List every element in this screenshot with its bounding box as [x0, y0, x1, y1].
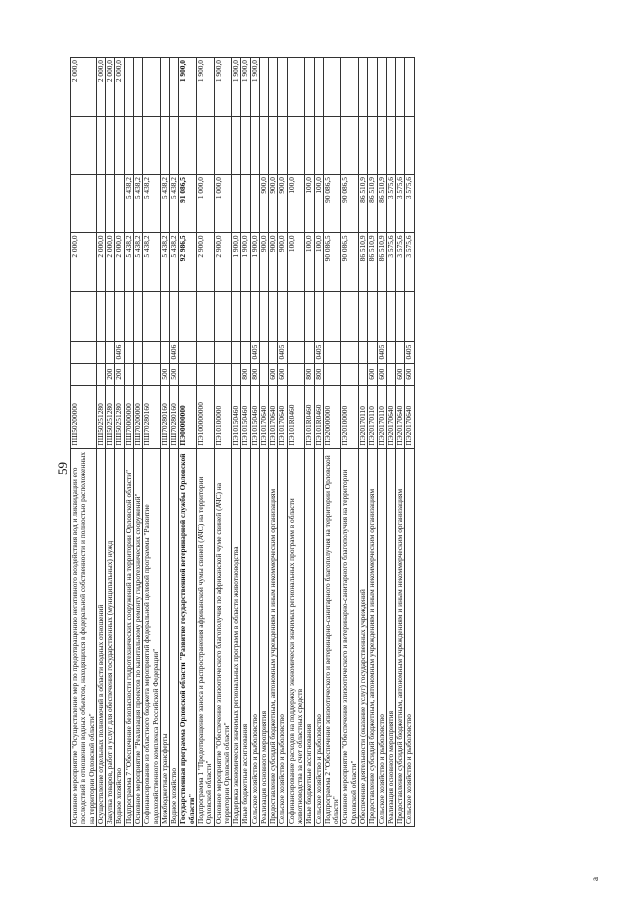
row-value4-cell [241, 116, 250, 174]
row-code-cell: ПЭ20000000 [323, 385, 341, 448]
row-section-cell: 0405 [405, 341, 414, 363]
row-section-cell [259, 341, 268, 363]
row-value2-cell: 2 000,0 [96, 233, 105, 291]
row-value4-cell [160, 116, 169, 174]
row-code-cell: ПЭ10150460 [232, 385, 241, 448]
row-name-cell: Государственная программа Орловской области "Развитие государственной ветеринарной службы Орловской области" [179, 448, 197, 826]
row-name-cell: Обеспечение деятельности (оказание услуг) государственных учреждений [359, 448, 368, 826]
row-value2-cell: 5 438,2 [170, 233, 179, 291]
row-value4-cell [377, 116, 386, 174]
row-name-cell: Реализация основного мероприятия [259, 448, 268, 826]
row-value3-cell: 86 510,9 [368, 175, 377, 233]
budget-table [70, 57, 415, 827]
row-value2-cell: 90 086,5 [323, 233, 341, 291]
row-name-cell: Сельское хозяйство и рыболовство [377, 448, 386, 826]
row-value5-cell: 2 000,0 [96, 58, 105, 117]
row-value1-cell [341, 291, 359, 341]
row-code-cell: ПШ70200000 [133, 385, 142, 448]
row-section-cell [386, 341, 395, 363]
table-body [71, 58, 415, 827]
row-name-cell: Сельское хозяйство и рыболовство [405, 448, 414, 826]
row-value5-cell [377, 58, 386, 117]
row-value3-cell [232, 175, 241, 233]
row-name-cell: Софинансирование из областного бюджета мероприятий федеральной целевой программы "Развитие водохозяйственного комплекса Российской Федерации" [143, 448, 161, 826]
row-group-cell [196, 363, 214, 385]
row-section-cell [368, 341, 377, 363]
row-value1-cell [386, 291, 395, 341]
row-group-cell [71, 363, 97, 385]
row-value1-cell [179, 291, 197, 341]
row-value4-cell [405, 116, 414, 174]
row-value5-cell [341, 58, 359, 117]
row-value3-cell: 86 510,9 [377, 175, 386, 233]
row-section-cell [232, 341, 241, 363]
row-code-cell: ПЭ101R0460 [287, 385, 305, 448]
row-value5-cell: 2 000,0 [115, 58, 124, 117]
row-value4-cell [287, 116, 305, 174]
row-value3-cell: 90 086,5 [323, 175, 341, 233]
row-code-cell: ПЭ20170640 [386, 385, 395, 448]
row-code-cell: ПЭ10150460 [241, 385, 250, 448]
row-section-cell [179, 341, 197, 363]
row-group-cell [124, 363, 133, 385]
row-group-cell: 600 [377, 363, 386, 385]
row-section-cell [287, 341, 305, 363]
row-value3-cell: 100,0 [305, 175, 314, 233]
row-section-cell: 0405 [377, 341, 386, 363]
row-group-cell: 800 [250, 363, 259, 385]
row-value5-cell [396, 58, 405, 117]
row-code-cell: ПЭ20170640 [396, 385, 405, 448]
row-section-cell [341, 341, 359, 363]
row-code-cell: ПЭ10170640 [259, 385, 268, 448]
row-value4-cell [259, 116, 268, 174]
row-value3-cell: 3 575,6 [386, 175, 395, 233]
row-section-cell [305, 341, 314, 363]
row-code-cell: ПЭ10170640 [278, 385, 287, 448]
row-value3-cell: 90 086,5 [341, 175, 359, 233]
row-value5-cell [143, 58, 161, 117]
row-value2-cell: 900,0 [259, 233, 268, 291]
row-value5-cell [368, 58, 377, 117]
row-value4-cell [170, 116, 179, 174]
row-value3-cell: 86 510,9 [359, 175, 368, 233]
row-value4-cell [269, 116, 278, 174]
row-value1-cell [278, 291, 287, 341]
row-value4-cell [396, 116, 405, 174]
row-value4-cell [278, 116, 287, 174]
row-value1-cell [106, 291, 115, 341]
row-value5-cell: 1 900,0 [179, 58, 197, 117]
row-value4-cell [305, 116, 314, 174]
table-row [214, 58, 232, 827]
row-value1-cell [160, 291, 169, 341]
row-value5-cell: 1 900,0 [232, 58, 241, 117]
row-name-cell: Основное мероприятие "Обеспечение эпизоотического и ветеринарно-санитарного благополучия на территории Орловской области" [341, 448, 359, 826]
row-value2-cell: 900,0 [269, 233, 278, 291]
row-section-cell [124, 341, 133, 363]
row-value5-cell: 1 900,0 [241, 58, 250, 117]
row-section-cell: 0405 [250, 341, 259, 363]
row-value2-cell: 1 900,0 [250, 233, 259, 291]
row-code-cell: ПЭ101R0460 [305, 385, 314, 448]
row-value3-cell: 5 438,2 [143, 175, 161, 233]
row-value1-cell [368, 291, 377, 341]
table-row [143, 58, 161, 827]
row-group-cell: 800 [314, 363, 323, 385]
row-code-cell: ПЭ20170640 [405, 385, 414, 448]
row-name-cell: Подпрограмма 1 "Предотвращение заноса и распространения африканской чумы свиней (АЧС) на территории Орловской области" [196, 448, 214, 826]
row-value2-cell: 5 438,2 [133, 233, 142, 291]
row-code-cell: ПЭ100000000 [196, 385, 214, 448]
row-value1-cell [405, 291, 414, 341]
row-value4-cell [323, 116, 341, 174]
row-group-cell: 800 [305, 363, 314, 385]
table-row [287, 58, 305, 827]
row-code-cell: ПЭ20170110 [368, 385, 377, 448]
table-row [196, 58, 214, 827]
row-value3-cell [71, 175, 97, 233]
row-section-cell [133, 341, 142, 363]
row-value4-cell [106, 116, 115, 174]
row-value5-cell [323, 58, 341, 117]
row-value1-cell [143, 291, 161, 341]
row-value3-cell: 3 575,6 [396, 175, 405, 233]
row-code-cell: ПШ50251280 [96, 385, 105, 448]
row-name-cell: Иные бюджетные ассигнования [305, 448, 314, 826]
row-value2-cell: 2 900,0 [214, 233, 232, 291]
row-value1-cell [396, 291, 405, 341]
row-name-cell: Основное мероприятие "Осуществление мер по предотвращению негативного воздействия вод и ликвидации его последствий в отношении водных объектов, находящихся в федеральной собственности и полностью расположенных на территории Орловской области" [71, 448, 97, 826]
row-name-cell: Подпрограмма 2 "Обеспечение эпизоотического и ветеринарно-санитарного благополучия на территории Орловской области" [323, 448, 341, 826]
row-value5-cell: 1 900,0 [196, 58, 214, 117]
row-value4-cell [359, 116, 368, 174]
table-row [278, 58, 287, 827]
row-value4-cell [124, 116, 133, 174]
row-group-cell [341, 363, 359, 385]
row-code-cell: ПЭ20170110 [359, 385, 368, 448]
row-section-cell: 0406 [115, 341, 124, 363]
row-name-cell: Межбюджетные трансферты [160, 448, 169, 826]
row-value2-cell: 90 086,5 [341, 233, 359, 291]
row-section-cell [143, 341, 161, 363]
corner-mark: a [590, 877, 600, 881]
row-name-cell: Сельское хозяйство и рыболовство [278, 448, 287, 826]
row-name-cell: Предоставление субсидий бюджетным, автономным учреждениям и иным некоммерческим организациям [269, 448, 278, 826]
row-value3-cell [250, 175, 259, 233]
row-value3-cell: 1 000,0 [214, 175, 232, 233]
table-row [71, 58, 97, 827]
row-value5-cell: 2 000,0 [106, 58, 115, 117]
row-value4-cell [143, 116, 161, 174]
row-value5-cell [386, 58, 395, 117]
row-code-cell: ПШ70280160 [143, 385, 161, 448]
row-value3-cell [96, 175, 105, 233]
row-section-cell: 0405 [278, 341, 287, 363]
row-value1-cell [96, 291, 105, 341]
row-value1-cell [124, 291, 133, 341]
row-value3-cell: 1 000,0 [196, 175, 214, 233]
table-row [377, 58, 386, 827]
row-value1-cell [259, 291, 268, 341]
row-group-cell [143, 363, 161, 385]
row-section-cell [71, 341, 97, 363]
row-value5-cell [287, 58, 305, 117]
page-number: 59 [55, 462, 70, 475]
row-section-cell [214, 341, 232, 363]
row-value2-cell: 900,0 [278, 233, 287, 291]
row-group-cell [214, 363, 232, 385]
row-value4-cell [179, 116, 197, 174]
table-row [241, 58, 250, 827]
row-code-cell: ПЭ10150460 [250, 385, 259, 448]
row-value3-cell [115, 175, 124, 233]
row-value3-cell: 900,0 [278, 175, 287, 233]
row-group-cell: 500 [170, 363, 179, 385]
row-value2-cell: 3 575,6 [405, 233, 414, 291]
row-value5-cell [278, 58, 287, 117]
row-section-cell [359, 341, 368, 363]
row-value3-cell: 91 086,5 [179, 175, 197, 233]
table-row [305, 58, 314, 827]
row-code-cell: ПЭ10170640 [269, 385, 278, 448]
row-code-cell: ПЭ00000000 [179, 385, 197, 448]
row-value1-cell [250, 291, 259, 341]
row-name-cell: Реализация основного мероприятия [386, 448, 395, 826]
row-value2-cell: 3 575,6 [396, 233, 405, 291]
row-group-cell: 200 [106, 363, 115, 385]
row-section-cell [96, 341, 105, 363]
row-value4-cell [196, 116, 214, 174]
row-value4-cell [232, 116, 241, 174]
row-value1-cell [241, 291, 250, 341]
row-value2-cell: 86 510,9 [359, 233, 368, 291]
row-value1-cell [170, 291, 179, 341]
row-name-cell: Сельское хозяйство и рыболовство [250, 448, 259, 826]
row-value3-cell: 3 575,6 [405, 175, 414, 233]
row-value1-cell [115, 291, 124, 341]
row-value4-cell [71, 116, 97, 174]
row-name-cell: Иные бюджетные ассигнования [241, 448, 250, 826]
table-row [323, 58, 341, 827]
row-value3-cell [241, 175, 250, 233]
row-value5-cell: 2 000,0 [71, 58, 97, 117]
row-name-cell: Водное хозяйство [115, 448, 124, 826]
row-value5-cell [314, 58, 323, 117]
row-value2-cell: 86 510,9 [377, 233, 386, 291]
row-group-cell: 600 [405, 363, 414, 385]
row-section-cell [323, 341, 341, 363]
row-value4-cell [250, 116, 259, 174]
row-name-cell: Осуществление отдельных полномочий в области водных отношений [96, 448, 105, 826]
row-code-cell: ПШ70000000 [124, 385, 133, 448]
row-value3-cell: 5 438,2 [133, 175, 142, 233]
row-value3-cell: 100,0 [314, 175, 323, 233]
row-section-cell [241, 341, 250, 363]
row-value2-cell: 5 438,2 [143, 233, 161, 291]
row-value5-cell: 1 900,0 [214, 58, 232, 117]
row-code-cell: ПШ50200000 [71, 385, 97, 448]
row-value1-cell [133, 291, 142, 341]
row-group-cell [323, 363, 341, 385]
table-row [341, 58, 359, 827]
row-value4-cell [368, 116, 377, 174]
table-row [314, 58, 323, 827]
row-value2-cell: 100,0 [305, 233, 314, 291]
row-value2-cell: 86 510,9 [368, 233, 377, 291]
row-name-cell: Софинансирование расходов на поддержку экономически значимых региональных программ в области животноводства за счет областных средств [287, 448, 305, 826]
row-value2-cell: 5 438,2 [160, 233, 169, 291]
row-value3-cell: 900,0 [269, 175, 278, 233]
row-value5-cell [133, 58, 142, 117]
row-value2-cell: 5 438,2 [124, 233, 133, 291]
row-group-cell [133, 363, 142, 385]
row-section-cell [196, 341, 214, 363]
row-value1-cell [214, 291, 232, 341]
row-value3-cell: 5 438,2 [170, 175, 179, 233]
row-name-cell: Предоставление субсидий бюджетным, автономным учреждениям и иным некоммерческим организациям [368, 448, 377, 826]
row-section-cell: 0405 [314, 341, 323, 363]
row-value4-cell [115, 116, 124, 174]
row-value5-cell [269, 58, 278, 117]
row-group-cell: 600 [368, 363, 377, 385]
row-section-cell: 0406 [170, 341, 179, 363]
row-value1-cell [196, 291, 214, 341]
row-value1-cell [323, 291, 341, 341]
row-value3-cell [106, 175, 115, 233]
row-value2-cell: 100,0 [314, 233, 323, 291]
row-group-cell: 600 [269, 363, 278, 385]
row-value5-cell [259, 58, 268, 117]
row-value5-cell [359, 58, 368, 117]
row-value2-cell: 2 900,0 [196, 233, 214, 291]
row-value1-cell [377, 291, 386, 341]
row-code-cell: ПЭ101R0460 [314, 385, 323, 448]
table-row [368, 58, 377, 827]
row-name-cell: Подпрограмма 7 "Обеспечение безопасности гидротехнических сооружений на территории Орловской области" [124, 448, 133, 826]
row-value2-cell: 100,0 [287, 233, 305, 291]
row-value1-cell [359, 291, 368, 341]
row-value3-cell: 900,0 [259, 175, 268, 233]
row-code-cell: ПЭ20100000 [341, 385, 359, 448]
table-row [115, 58, 124, 827]
row-group-cell: 600 [278, 363, 287, 385]
row-code-cell: ПШ50251280 [106, 385, 115, 448]
row-value4-cell [386, 116, 395, 174]
row-value3-cell: 100,0 [287, 175, 305, 233]
row-code-cell: ПШ50251280 [115, 385, 124, 448]
row-value4-cell [214, 116, 232, 174]
row-value1-cell [287, 291, 305, 341]
row-value2-cell: 92 986,5 [179, 233, 197, 291]
row-group-cell: 500 [160, 363, 169, 385]
row-value5-cell [160, 58, 169, 117]
table-row [405, 58, 414, 827]
row-value2-cell: 3 575,6 [386, 233, 395, 291]
row-value1-cell [232, 291, 241, 341]
row-value2-cell: 2 000,0 [115, 233, 124, 291]
row-group-cell [287, 363, 305, 385]
row-group-cell: 800 [241, 363, 250, 385]
row-code-cell: ПЭ20170110 [377, 385, 386, 448]
row-name-cell: Поддержка экономически значимых региональных программ в области животноводства [232, 448, 241, 826]
row-code-cell: ПШ70280160 [160, 385, 169, 448]
row-value4-cell [133, 116, 142, 174]
row-group-cell [179, 363, 197, 385]
row-name-cell: Основное мероприятие "Реализация проектов по капитальному ремонту гидротехнических сооружений" [133, 448, 142, 826]
row-value3-cell: 5 438,2 [124, 175, 133, 233]
row-value1-cell [71, 291, 97, 341]
row-value2-cell: 1 900,0 [232, 233, 241, 291]
row-name-cell: Закупка товаров, работ и услуг для обеспечения государственных (муниципальных) нужд [106, 448, 115, 826]
row-value4-cell [96, 116, 105, 174]
row-value2-cell: 2 000,0 [106, 233, 115, 291]
row-value5-cell [305, 58, 314, 117]
row-value2-cell: 2 000,0 [71, 233, 97, 291]
table-row [179, 58, 197, 827]
row-value1-cell [305, 291, 314, 341]
row-value5-cell: 1 900,0 [250, 58, 259, 117]
row-value4-cell [341, 116, 359, 174]
row-name-cell: Сельское хозяйство и рыболовство [314, 448, 323, 826]
row-code-cell: ПШ70280160 [170, 385, 179, 448]
row-code-cell: ПЭ10100000 [214, 385, 232, 448]
row-value3-cell: 5 438,2 [160, 175, 169, 233]
row-value1-cell [314, 291, 323, 341]
table-row [250, 58, 259, 827]
row-value2-cell: 1 900,0 [241, 233, 250, 291]
row-value5-cell [124, 58, 133, 117]
row-name-cell: Водное хозяйство [170, 448, 179, 826]
row-name-cell: Предоставление субсидий бюджетным, автономным учреждениям и иным некоммерческим организациям [396, 448, 405, 826]
row-name-cell: Основное мероприятие "Обеспечение эпизоотического благополучия по африканской чуме свиней (АЧС) на территории Орловской области" [214, 448, 232, 826]
row-value4-cell [314, 116, 323, 174]
row-value5-cell [405, 58, 414, 117]
row-group-cell: 600 [396, 363, 405, 385]
row-group-cell: 200 [115, 363, 124, 385]
row-value1-cell [269, 291, 278, 341]
